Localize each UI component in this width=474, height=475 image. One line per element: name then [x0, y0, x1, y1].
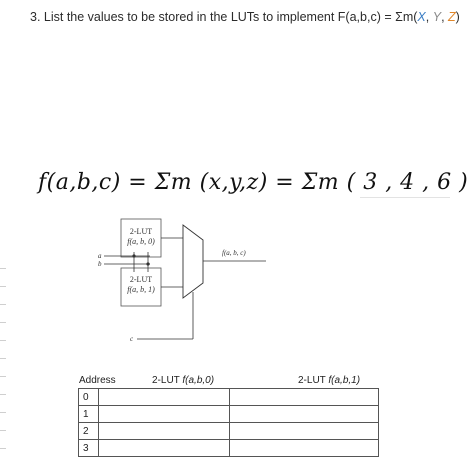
cell-lut1-value[interactable] [230, 389, 379, 406]
table-row [79, 406, 379, 423]
question-var-z: Z [448, 10, 456, 24]
question-var-x: X [417, 10, 426, 24]
question-sep-2: , [441, 10, 449, 24]
input-b-label: b [98, 260, 102, 268]
question-suffix: ) [455, 10, 460, 24]
mux-symbol [183, 225, 203, 298]
junction-dot-b [146, 262, 149, 265]
table-row [79, 440, 379, 457]
lut-bottom-title: 2-LUT [129, 275, 153, 284]
cell-lut1-value[interactable] [230, 423, 379, 440]
junction-dot-a [132, 254, 135, 257]
cell-lut0-value[interactable] [99, 440, 230, 457]
cell-lut0-value[interactable] [99, 389, 230, 406]
cell-address: 1 [79, 406, 99, 423]
table-row [79, 389, 379, 406]
lut-values-table [78, 388, 379, 457]
lut-top-func: f(a, b, 0) [127, 237, 155, 246]
cell-lut1-value[interactable] [230, 440, 379, 457]
lut-top-title: 2-LUT [129, 227, 153, 236]
question-prefix: 3. List the values to be stored in the LUTs to implement F(a,b,c) = Σm( [30, 10, 418, 24]
cell-address: 3 [79, 440, 99, 457]
cell-lut0-value[interactable] [99, 423, 230, 440]
input-a-label: a [98, 252, 102, 260]
lut-bottom-func: f(a, b, 1) [127, 285, 155, 294]
cell-address: 2 [79, 423, 99, 440]
input-c-label: c [130, 335, 134, 343]
cell-address: 0 [79, 389, 99, 406]
cell-lut1-value[interactable] [230, 406, 379, 423]
header-lut1: 2-LUT f(a,b,1) [298, 375, 361, 386]
question-sep-1: , [425, 10, 433, 24]
header-address: Address [79, 375, 116, 386]
header-lut0: 2-LUT f(a,b,0) [152, 375, 215, 386]
table-row [79, 423, 379, 440]
question-var-y: Y [432, 10, 442, 24]
handwritten-equation: f(a,b,c) = Σm (x,y,z) = Σm ( 3 , 4 , 6 ) [38, 170, 469, 195]
output-label: f(a, b, c) [222, 249, 246, 257]
cell-lut0-value[interactable] [99, 406, 230, 423]
